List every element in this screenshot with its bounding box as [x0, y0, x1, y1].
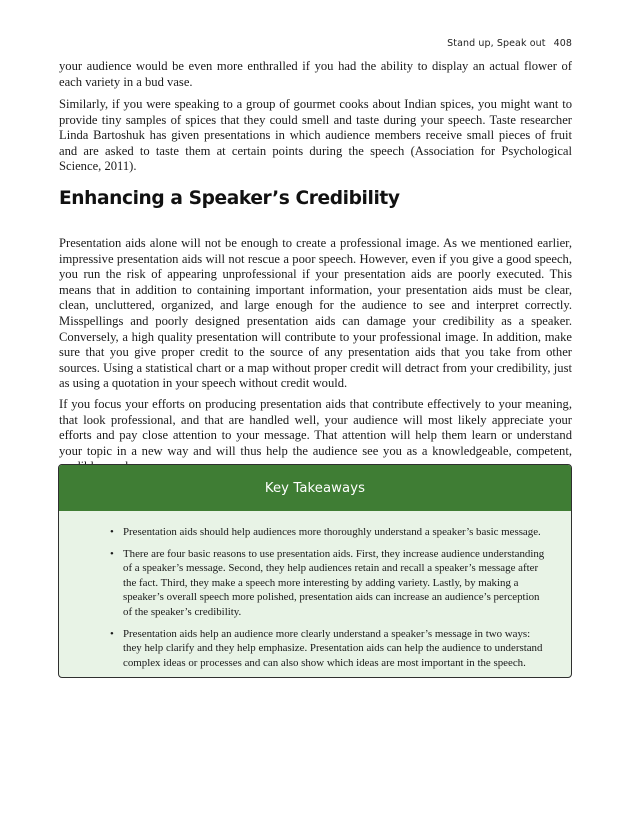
list-item — [110, 627, 549, 671]
bullet-icon: • — [110, 526, 114, 538]
running-header — [447, 38, 572, 49]
paragraph-focus-efforts: If you focus your efforts on producing presentation aids that contribute effectively to your meaning, that look professional, and that are handled well, your audience will most likely appreciate your efforts and pay close attention to your message. That attention will help them learn or understand your topic in a new way and will thus help the audience see you as a knowledgeable, competent, — [59, 397, 572, 458]
book-title: Stand up, Speak out — [447, 38, 546, 49]
bullet-icon: • — [110, 547, 114, 560]
list-item — [110, 525, 549, 540]
section-heading: Enhancing a Speaker’s Credibility — [59, 188, 400, 209]
key-takeaways-title: Key Takeaways — [59, 465, 571, 511]
paragraph-indian-spices: Similarly, if you were speaking to a group of gourmet cooks about Indian spices, you might want to provide tiny samples of spices that they could smell and taste during your speech. Taste researcher Linda Bartoshuk has given presentations in which audience members receive small pieces of fruit and are asked to taste them at certain points during the speech (Association for Psychological Science, 2011). — [59, 97, 572, 174]
page-number: 408 — [553, 38, 572, 49]
list-item-text: There are four basic reasons to use presentation aids. First, they increase audience understanding of a speaker’s message. Second, they help audiences retain and recall a speaker’s message after the fact. Third, they make a speech more interesting by adding variety. Lastly, by making a speaker’s overall speech more polished, presentation aids can increase an audience’s perception of the speaker’s credibility. — [123, 547, 545, 618]
key-takeaways-list — [59, 511, 571, 670]
paragraph-flower-vase: your audience would be even more enthralled if you had the ability to display an actual flower of each variety in a bud vase. — [59, 59, 572, 89]
list-item-text: Presentation aids should help audiences more thoroughly understand a speaker’s basic message. — [123, 526, 541, 538]
list-item — [110, 547, 549, 620]
paragraph-professional-image: Presentation aids alone will not be enough to create a professional image. As we mentioned earlier, impressive presentation aids will not rescue a poor speech. However, even if you give a good speech, you run the risk of appearing unprofessional if your presentation aids are poorly executed. This means that in addition to containing important information, your presentation aids must be clear, clean, uncluttered, organized, and large enough for the audience to see and interpret correctly. Misspellings and poorly designed presentation aids can damage your credibility as a speaker. Conversely, a high quality presentation will contribute to your professional image. In addition, make sure that you give proper credit to the source of any presentation aids that you take from other sources. Using a statistical chart or a map without proper credit will detract from your credibility, just as using a quotation in your speech without credit would. — [59, 236, 572, 391]
list-item-text: Presentation aids help an audience more clearly understand a speaker’s message in two ways: they help clarify and they help emphasize. Presentation aids can help the audience to understand complex ideas or processes and can also show which ideas are most important in the speech. — [123, 627, 543, 669]
key-takeaways-box — [58, 464, 572, 678]
bullet-icon: • — [110, 627, 114, 640]
